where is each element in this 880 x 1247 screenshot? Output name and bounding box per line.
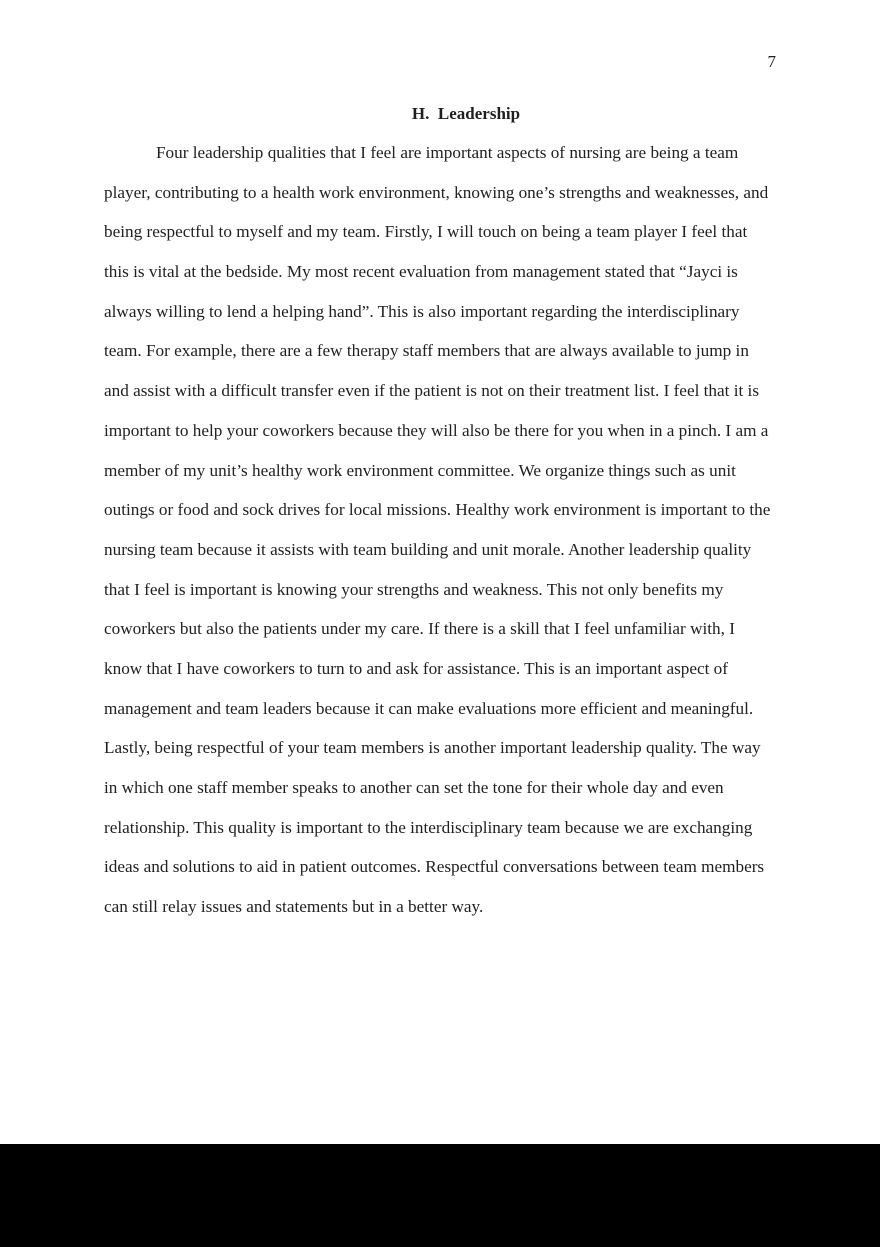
paragraph-line: and assist with a difficult transfer even if the patient is not on their treatment list. I feel that it is xyxy=(104,381,760,401)
page-number: 7 xyxy=(767,52,776,71)
paragraph-line: ideas and solutions to aid in patient outcomes. Respectful conversations between team members xyxy=(104,857,765,877)
paragraph-line: always willing to lend a helping hand”. This is also important regarding the interdisciplinary xyxy=(104,301,740,321)
paragraph-line: this is vital at the bedside. My most recent evaluation from management stated that “Jayci is xyxy=(104,262,738,282)
paragraph-line: relationship. This quality is important to the interdisciplinary team because we are exchanging xyxy=(104,817,753,837)
paragraph-line: important to help your coworkers because they will also be there for you when in a pinch. I am a xyxy=(104,420,769,440)
paragraph-line: outings or food and sock drives for local missions. Healthy work environment is important to the xyxy=(104,500,771,520)
paragraph-line: member of my unit’s healthy work environment committee. We organize things such as unit xyxy=(104,460,736,480)
paragraph-line: coworkers but also the patients under my care. If there is a skill that I feel unfamiliar with, I xyxy=(104,619,735,639)
paragraph-line: being respectful to myself and my team. Firstly, I will touch on being a team player I feel that xyxy=(104,222,748,242)
paragraph-line: player, contributing to a health work environment, knowing one’s strengths and weaknesses, and xyxy=(104,182,769,202)
paragraph-line: management and team leaders because it can make evaluations more efficient and meaningful. xyxy=(104,698,754,718)
bottom-black-band xyxy=(0,1144,880,1247)
paragraph-line: Lastly, being respectful of your team members is another important leadership quality. The way xyxy=(104,738,761,758)
section-heading: H. Leadership xyxy=(411,104,521,123)
paragraph-line: can still relay issues and statements but in a better way. xyxy=(104,897,484,917)
paragraph-line: know that I have coworkers to turn to and ask for assistance. This is an important aspect of xyxy=(104,658,729,678)
body-paragraph xyxy=(104,142,784,936)
paragraph-line: Four leadership qualities that I feel are important aspects of nursing are being a team xyxy=(156,143,739,162)
paragraph-line: in which one staff member speaks to another can set the tone for their whole day and even xyxy=(104,778,724,797)
paragraph-line: nursing team because it assists with team building and unit morale. Another leadership quality xyxy=(104,539,752,559)
paragraph-line: team. For example, there are a few therapy staff members that are always available to jump in xyxy=(104,341,749,361)
paragraph-line: that I feel is important is knowing your strengths and weakness. This not only benefits my xyxy=(104,579,724,599)
